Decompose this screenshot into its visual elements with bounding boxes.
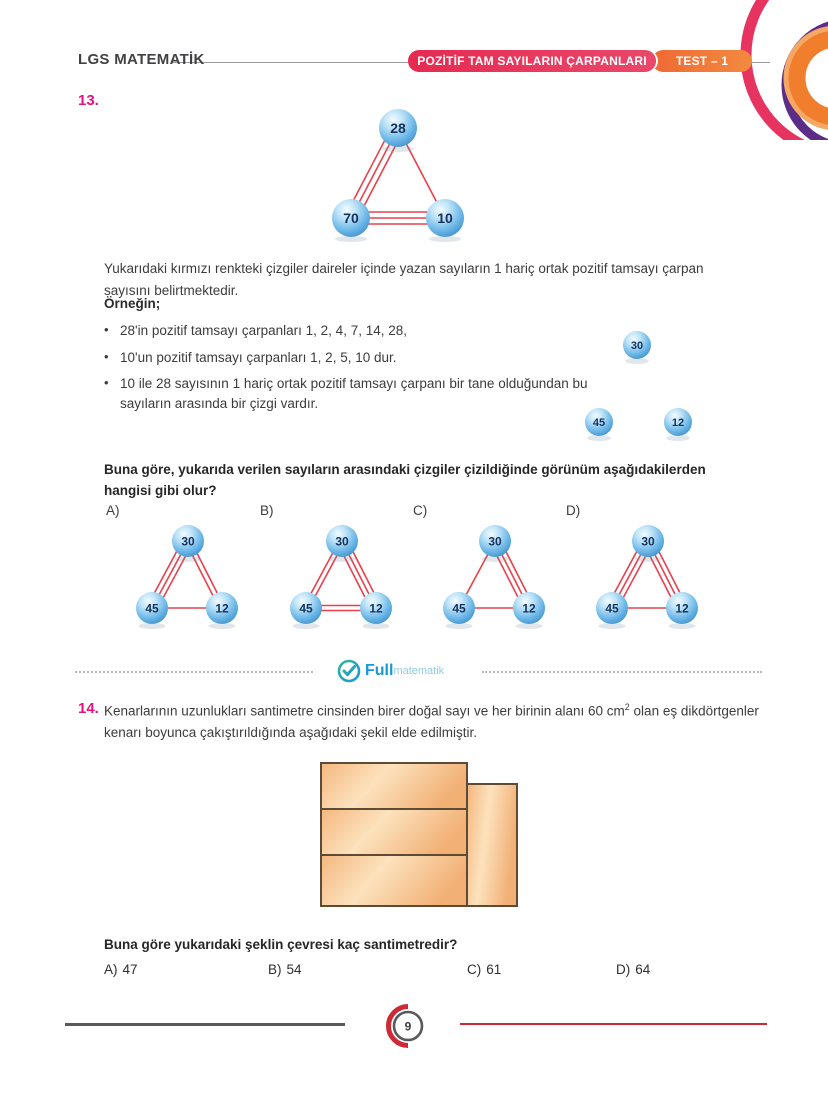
test-number-badge: TEST – 1	[652, 50, 752, 72]
svg-text:30: 30	[488, 534, 502, 549]
option-d-label: D)	[566, 503, 581, 518]
page-number-badge	[382, 1003, 428, 1049]
footer-rule-right	[460, 1023, 767, 1025]
option-a[interactable]	[104, 962, 138, 977]
list-item	[104, 348, 596, 368]
option-d[interactable]	[616, 962, 650, 977]
option-a-label: A)	[104, 962, 118, 977]
option-d-diagram	[560, 519, 716, 631]
option-b[interactable]	[254, 503, 410, 631]
brand-logo	[336, 658, 444, 684]
question-14-number: 14.	[78, 700, 99, 717]
option-b-label: B)	[260, 503, 274, 518]
example-bullet-list	[104, 321, 596, 420]
scatter-nodes-diagram	[575, 322, 695, 447]
svg-text:30: 30	[335, 534, 349, 549]
option-b-value: 54	[286, 962, 302, 977]
svg-text:12: 12	[671, 416, 685, 429]
svg-text:12: 12	[522, 601, 536, 616]
question-13-intro: Yukarıdaki kırmızı renkteki çizgiler daireler içinde yazan sayıların 1 hariç ortak pozitif tamsayı çarpan sayısını belirtmektedir.	[104, 261, 704, 298]
page-number: 9	[404, 1019, 412, 1034]
question-13-number: 13.	[78, 92, 99, 109]
option-a-value: 47	[122, 962, 138, 977]
question-13-stem: Buna göre, yukarıda verilen sayıların arasındaki çizgiler çizildiğinde görünüm aşağıdakilerden hangisi gibi olur?	[104, 462, 706, 498]
brand-name-bold: Full	[365, 662, 394, 679]
option-d-value: 64	[635, 962, 651, 977]
svg-text:30: 30	[630, 339, 644, 352]
list-item	[104, 321, 596, 341]
q14-text-post: olan eş dikdörtgenler kenarı boyunca çakıştırıldığında aşağıdaki şekil elde edilmiştir.	[104, 703, 759, 741]
bullet-text: 28'in pozitif tamsayı çarpanları 1, 2, 4, 7, 14, 28,	[120, 323, 407, 338]
rectangles-figure	[320, 762, 520, 909]
bullet-icon: •	[104, 375, 109, 391]
q14-superscript: 2	[624, 702, 630, 712]
svg-text:45: 45	[605, 601, 619, 616]
svg-text:45: 45	[145, 601, 159, 616]
svg-text:70: 70	[343, 210, 359, 227]
svg-text:28: 28	[390, 120, 406, 137]
option-c[interactable]	[467, 962, 501, 977]
bullet-text: 10'un pozitif tamsayı çarpanları 1, 2, 5, 10 dur.	[120, 349, 397, 365]
option-b-label: B)	[268, 962, 282, 977]
divider-dotted-right	[482, 671, 762, 673]
svg-text:10: 10	[437, 210, 453, 227]
bullet-text: 10 ile 28 sayısının 1 hariç ortak pozitif tamsayı çarpanı bir tane olduğundan bu sayıların arasında bir çizgi vardır.	[120, 376, 588, 411]
svg-text:30: 30	[181, 534, 195, 549]
option-c[interactable]	[407, 503, 563, 631]
topic-badge: POZİTİF TAM SAYILARIN ÇARPANLARI	[408, 50, 656, 72]
svg-text:30: 30	[641, 534, 655, 549]
example-label: Örneğin;	[104, 296, 161, 311]
option-a[interactable]	[100, 503, 256, 631]
option-a-diagram	[100, 519, 256, 631]
svg-text:45: 45	[592, 416, 606, 429]
bullet-icon: •	[104, 322, 109, 337]
svg-text:12: 12	[675, 601, 689, 616]
page-title: LGS MATEMATİK	[78, 51, 205, 68]
svg-text:45: 45	[452, 601, 466, 616]
option-c-label: C)	[467, 962, 482, 977]
brand-name-light: matematik	[393, 665, 445, 677]
check-circle-icon	[336, 658, 362, 684]
list-item	[104, 374, 596, 413]
option-b[interactable]	[268, 962, 302, 977]
footer-rule-left	[65, 1023, 345, 1026]
divider-dotted-left	[75, 671, 313, 673]
option-a-label: A)	[106, 503, 120, 518]
q14-text-pre: Kenarlarının uzunlukları santimetre cinsinden birer doğal sayı ve her birinin alanı 60 cm	[104, 703, 625, 719]
option-c-value: 61	[486, 962, 502, 977]
svg-text:12: 12	[369, 601, 383, 616]
svg-text:12: 12	[215, 601, 229, 616]
svg-text:45: 45	[299, 601, 313, 616]
option-c-label: C)	[413, 503, 428, 518]
factor-graph-main	[300, 95, 500, 250]
question-14-stem: Buna göre yukarıdaki şeklin çevresi kaç santimetredir?	[104, 937, 458, 952]
bullet-icon: •	[104, 348, 109, 364]
question-14-intro	[104, 700, 760, 744]
option-c-diagram	[407, 519, 563, 631]
option-d-label: D)	[616, 962, 631, 977]
option-d[interactable]	[560, 503, 716, 631]
option-b-diagram	[254, 519, 410, 631]
